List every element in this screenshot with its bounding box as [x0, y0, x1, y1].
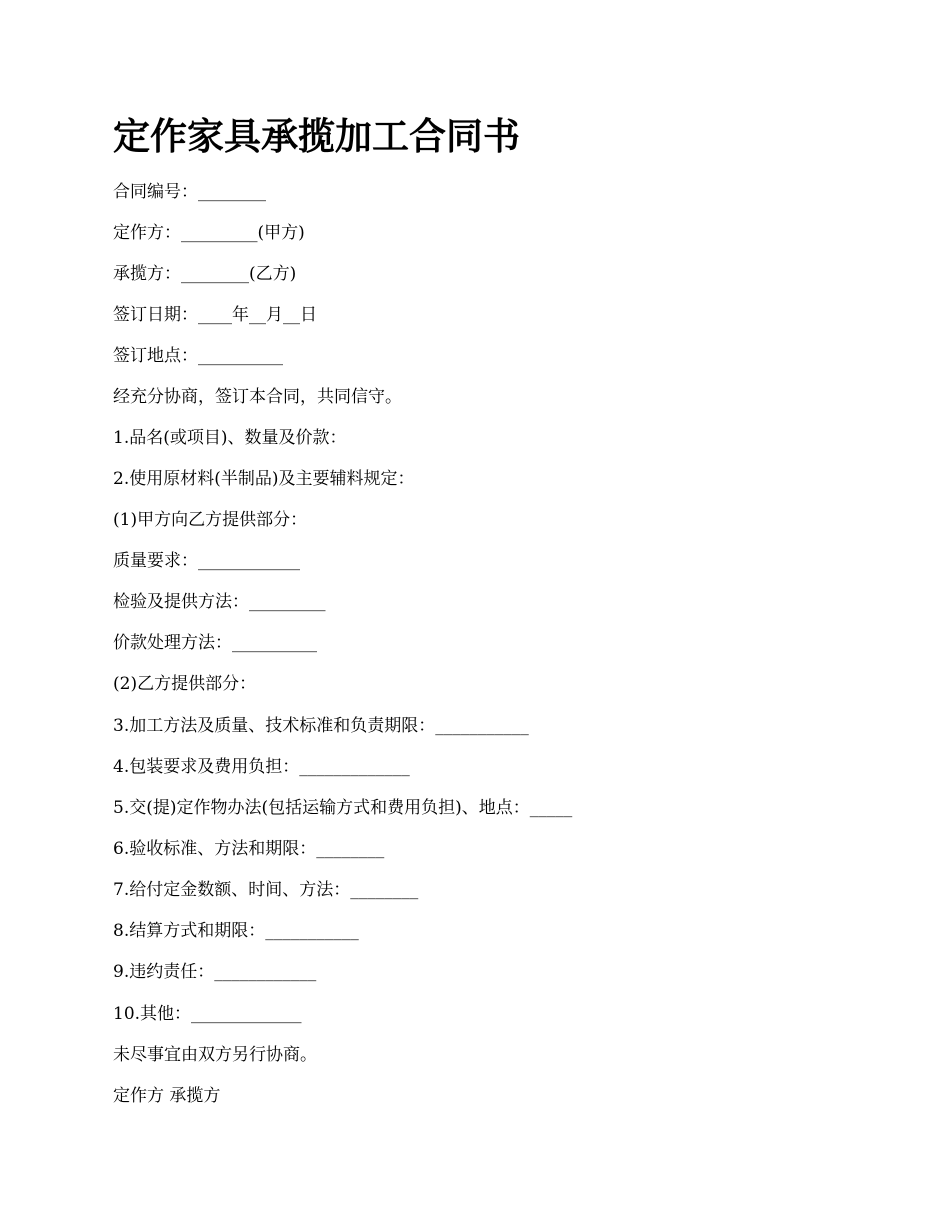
document-title: 定作家具承揽加工合同书: [113, 114, 520, 158]
clause-3-line: 3.加工方法及质量、技术标准和负责期限：___________: [113, 716, 529, 736]
signing-date-line: 签订日期：____年__月__日: [113, 305, 317, 325]
clause-5-line: 5.交(提)定作物办法(包括运输方式和费用负担)、地点：_____: [113, 798, 573, 818]
clause-6-line: 6.验收标准、方法和期限：________: [113, 839, 385, 859]
clause-10-line: 10.其他：_____________: [113, 1004, 302, 1024]
client-party-line: 定作方：_________(甲方): [113, 223, 305, 243]
clause-1-line: 1.品名(或项目)、数量及价款：: [113, 428, 347, 448]
clause-7-line: 7.给付定金数额、时间、方法：________: [113, 880, 419, 900]
signing-place-line: 签订地点：__________: [113, 346, 283, 366]
clause-8-line: 8.结算方式和期限：___________: [113, 921, 359, 941]
payment-handling-line: 价款处理方法：__________: [113, 633, 317, 653]
clause-2-line: 2.使用原材料(半制品)及主要辅料规定：: [113, 469, 415, 489]
inspection-method-line: 检验及提供方法：_________: [113, 592, 326, 612]
signature-parties-line: 定作方 承揽方: [113, 1086, 221, 1106]
clause-2-1-line: (1)甲方向乙方提供部分：: [113, 510, 308, 530]
quality-requirement-line: 质量要求：____________: [113, 551, 300, 571]
clause-4-line: 4.包装要求及费用负担：_____________: [113, 757, 410, 777]
contract-number-line: 合同编号：________: [113, 182, 266, 202]
closing-line: 未尽事宜由双方另行协商。: [113, 1045, 317, 1065]
preamble-line: 经充分协商，签订本合同，共同信守。: [113, 387, 402, 407]
contractor-party-line: 承揽方：________(乙方): [113, 264, 297, 284]
clause-9-line: 9.违约责任：____________: [113, 962, 317, 982]
clause-2-2-line: (2)乙方提供部分：: [113, 674, 257, 694]
